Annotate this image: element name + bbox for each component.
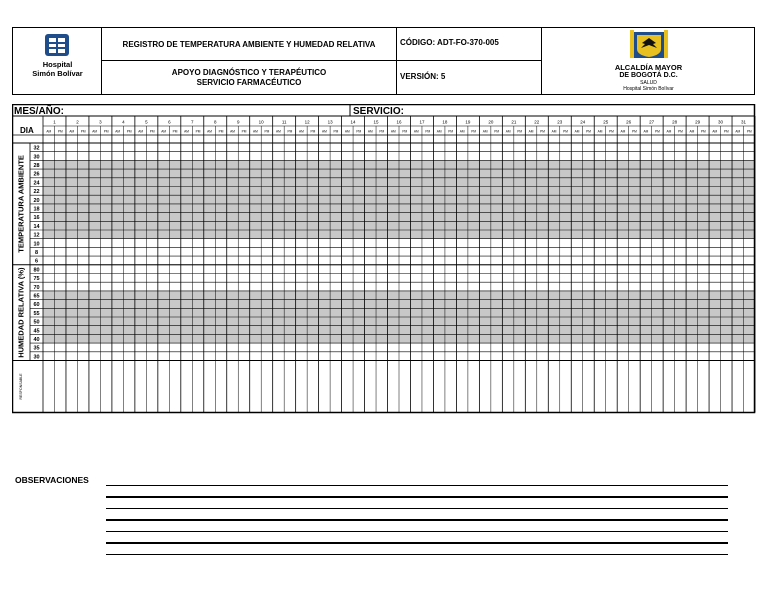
day-number-label: 5	[145, 119, 148, 125]
record-grid	[12, 104, 758, 464]
day-number-label: 23	[557, 119, 563, 125]
am-label: AM	[551, 129, 557, 134]
day-number-label: 16	[396, 119, 402, 125]
humidity-value-label: 55	[33, 310, 40, 317]
hospital-logo-cell	[13, 28, 102, 94]
day-number-label: 21	[511, 119, 517, 125]
humidity-value-label: 35	[33, 345, 40, 352]
humidity-value-label: 40	[33, 337, 40, 343]
day-number-label: 2	[76, 119, 79, 125]
humidity-value-label: 60	[33, 302, 40, 309]
observaciones-line[interactable]	[106, 519, 728, 521]
pm-label: PM	[677, 129, 683, 134]
humidity-value-label: 70	[33, 284, 40, 291]
pm-label: PM	[57, 129, 63, 134]
day-number-label: 25	[603, 119, 609, 125]
pm-label: PM	[425, 129, 431, 134]
day-number-label: 22	[534, 119, 540, 125]
temperature-value-label: 20	[33, 197, 40, 204]
temperature-value-label: 24	[33, 180, 40, 187]
day-number-label: 20	[488, 119, 494, 125]
temperature-value-label: 30	[33, 154, 40, 161]
am-label: AM	[482, 129, 488, 134]
day-number-label: 29	[695, 119, 701, 125]
pm-label: PM	[746, 129, 752, 134]
am-label: AM	[597, 129, 603, 134]
observaciones-label: OBSERVACIONES	[15, 475, 89, 485]
day-number-label: 17	[419, 119, 425, 125]
day-number-label: 6	[168, 119, 171, 125]
alcaldia-logo-cell	[542, 28, 755, 94]
pm-label: PM	[700, 129, 706, 134]
humidity-value-label: 80	[33, 267, 40, 274]
pm-label: PM	[471, 129, 477, 134]
hospital-name-line1: Hospital	[42, 60, 73, 69]
document-header	[12, 27, 755, 95]
humidity-value-label: 65	[33, 293, 40, 300]
day-number-label: 13	[327, 119, 333, 125]
temperature-section-label: TEMPERATURA AMBIENTE	[16, 155, 26, 253]
day-number-label: 31	[741, 119, 747, 125]
hospital-name-line2: Simón Bolívar	[32, 69, 83, 78]
day-number-label: 12	[304, 119, 310, 125]
am-label: AM	[92, 129, 98, 134]
day-number-label: 3	[99, 119, 102, 125]
day-number-label: 24	[580, 119, 586, 125]
alcaldia-line4: Hospital Simón Bolívar	[623, 86, 674, 92]
day-number-label: 26	[626, 119, 632, 125]
am-label: AM	[574, 129, 580, 134]
document-code: CÓDIGO: ADT-FO-370-005	[397, 28, 542, 61]
day-number-label: 15	[373, 119, 379, 125]
am-label: AM	[666, 129, 672, 134]
subtitle-line2: SERVICIO FARMACÉUTICO	[196, 77, 302, 87]
humidity-value-label: 75	[33, 276, 40, 283]
am-label: AM	[207, 129, 212, 134]
am-label: AM	[344, 129, 350, 134]
day-number-label: 18	[442, 119, 448, 125]
day-number-label: 9	[236, 119, 240, 125]
pm-label: PM	[494, 129, 500, 134]
day-number-label: 27	[649, 119, 655, 125]
document-version: VERSIÓN: 5	[397, 61, 542, 94]
day-number-label: 1	[53, 119, 56, 125]
observaciones-line[interactable]	[106, 508, 728, 509]
temperature-value-label: 10	[33, 241, 40, 248]
pm-label: PM	[586, 129, 591, 134]
observaciones-line[interactable]	[106, 496, 728, 498]
bogota-crest-icon	[542, 29, 755, 63]
pm-label: PM	[195, 129, 201, 134]
day-number-label: 7	[191, 119, 194, 125]
am-label: AM	[620, 129, 626, 134]
day-number-label: 10	[258, 119, 264, 125]
observaciones-line[interactable]	[106, 542, 728, 544]
day-number-label: 4	[122, 119, 125, 125]
temperature-value-label: 6	[34, 258, 39, 265]
temperature-value-label: 14	[33, 223, 40, 230]
pm-label: PM	[241, 129, 247, 134]
am-label: AM	[735, 129, 741, 134]
humidity-value-label: 45	[33, 328, 40, 335]
document-subtitle	[102, 61, 397, 94]
servicio-label: SERVICIO:	[353, 106, 404, 117]
am-label: AM	[367, 129, 373, 134]
am-label: AM	[276, 129, 281, 134]
temperature-value-label: 32	[33, 145, 40, 152]
day-number-label: 8	[214, 119, 217, 125]
alcaldia-line1: ALCALDÍA MAYOR	[614, 63, 683, 72]
dia-label: DIA	[20, 126, 34, 135]
document-title: REGISTRO DE TEMPERATURA AMBIENTE Y HUMEDAD RELATIVA	[102, 28, 397, 61]
pm-label: PM	[126, 129, 132, 134]
am-label: AM	[69, 129, 75, 134]
temperature-value-label: 16	[33, 215, 40, 222]
am-label: AM	[115, 129, 121, 134]
alcaldia-line2: DE BOGOTÁ D.C.	[619, 72, 678, 79]
observaciones-line[interactable]	[106, 554, 728, 555]
am-label: AM	[138, 129, 144, 134]
pm-label: PM	[448, 129, 454, 134]
am-label: AM	[459, 129, 465, 134]
temperature-value-label: 12	[33, 232, 40, 239]
day-number-label: 28	[672, 119, 678, 125]
alcaldia-line3: SALUD	[640, 80, 657, 86]
responsable-label: RESPONSABLE	[19, 373, 23, 400]
day-number-label: 30	[718, 119, 724, 125]
am-label: AM	[436, 129, 442, 134]
day-number-label: 14	[350, 119, 356, 125]
pm-label: PM	[333, 129, 339, 134]
pm-label: PM	[517, 129, 522, 134]
temperature-value-label: 8	[34, 250, 39, 256]
am-label: AM	[643, 129, 649, 134]
pm-label: PM	[563, 129, 568, 134]
am-label: AM	[161, 129, 166, 134]
temperature-value-label: 28	[33, 163, 40, 169]
pm-label: PM	[356, 129, 362, 134]
pm-label: PM	[654, 129, 660, 134]
am-label: AM	[413, 129, 419, 134]
pm-label: PM	[172, 129, 178, 134]
pm-label: PM	[264, 129, 270, 134]
am-label: AM	[46, 129, 52, 134]
pm-label: PM	[632, 129, 637, 134]
am-label: AM	[689, 129, 695, 134]
pm-label: PM	[540, 129, 545, 134]
pm-label: PM	[379, 129, 385, 134]
pm-label: PM	[609, 129, 614, 134]
mes-ano-label: MES/AÑO:	[14, 106, 64, 117]
pm-label: PM	[287, 129, 293, 134]
pm-label: PM	[103, 129, 109, 134]
pm-label: PM	[218, 129, 224, 134]
day-number-label: 19	[465, 119, 471, 125]
am-label: AM	[253, 129, 258, 134]
grid-border	[13, 105, 755, 413]
humidity-value-label: 50	[33, 319, 40, 326]
pm-label: PM	[723, 129, 729, 134]
am-label: AM	[390, 129, 396, 134]
temperature-value-label: 26	[33, 171, 40, 178]
am-label: AM	[528, 129, 534, 134]
am-label: AM	[321, 129, 327, 134]
subtitle-line1: APOYO DIAGNÓSTICO Y TERAPÉUTICO	[171, 67, 327, 77]
humidity-value-label: 30	[33, 354, 40, 361]
am-label: AM	[505, 129, 511, 134]
temperature-value-label: 22	[33, 189, 40, 196]
observaciones-line[interactable]	[106, 485, 728, 486]
observaciones-line[interactable]	[106, 531, 728, 532]
pm-label: PM	[80, 129, 86, 134]
pm-label: PM	[149, 129, 155, 134]
am-label: AM	[184, 129, 189, 134]
day-number-label: 11	[281, 119, 287, 125]
am-label: AM	[230, 129, 235, 134]
pm-label: PM	[402, 129, 408, 134]
temperature-value-label: 18	[33, 206, 40, 213]
am-label: AM	[298, 129, 304, 134]
humidity-section-label: HUMEDAD RELATIVA (%)	[16, 267, 26, 358]
pm-label: PM	[310, 129, 316, 134]
am-label: AM	[712, 129, 718, 134]
